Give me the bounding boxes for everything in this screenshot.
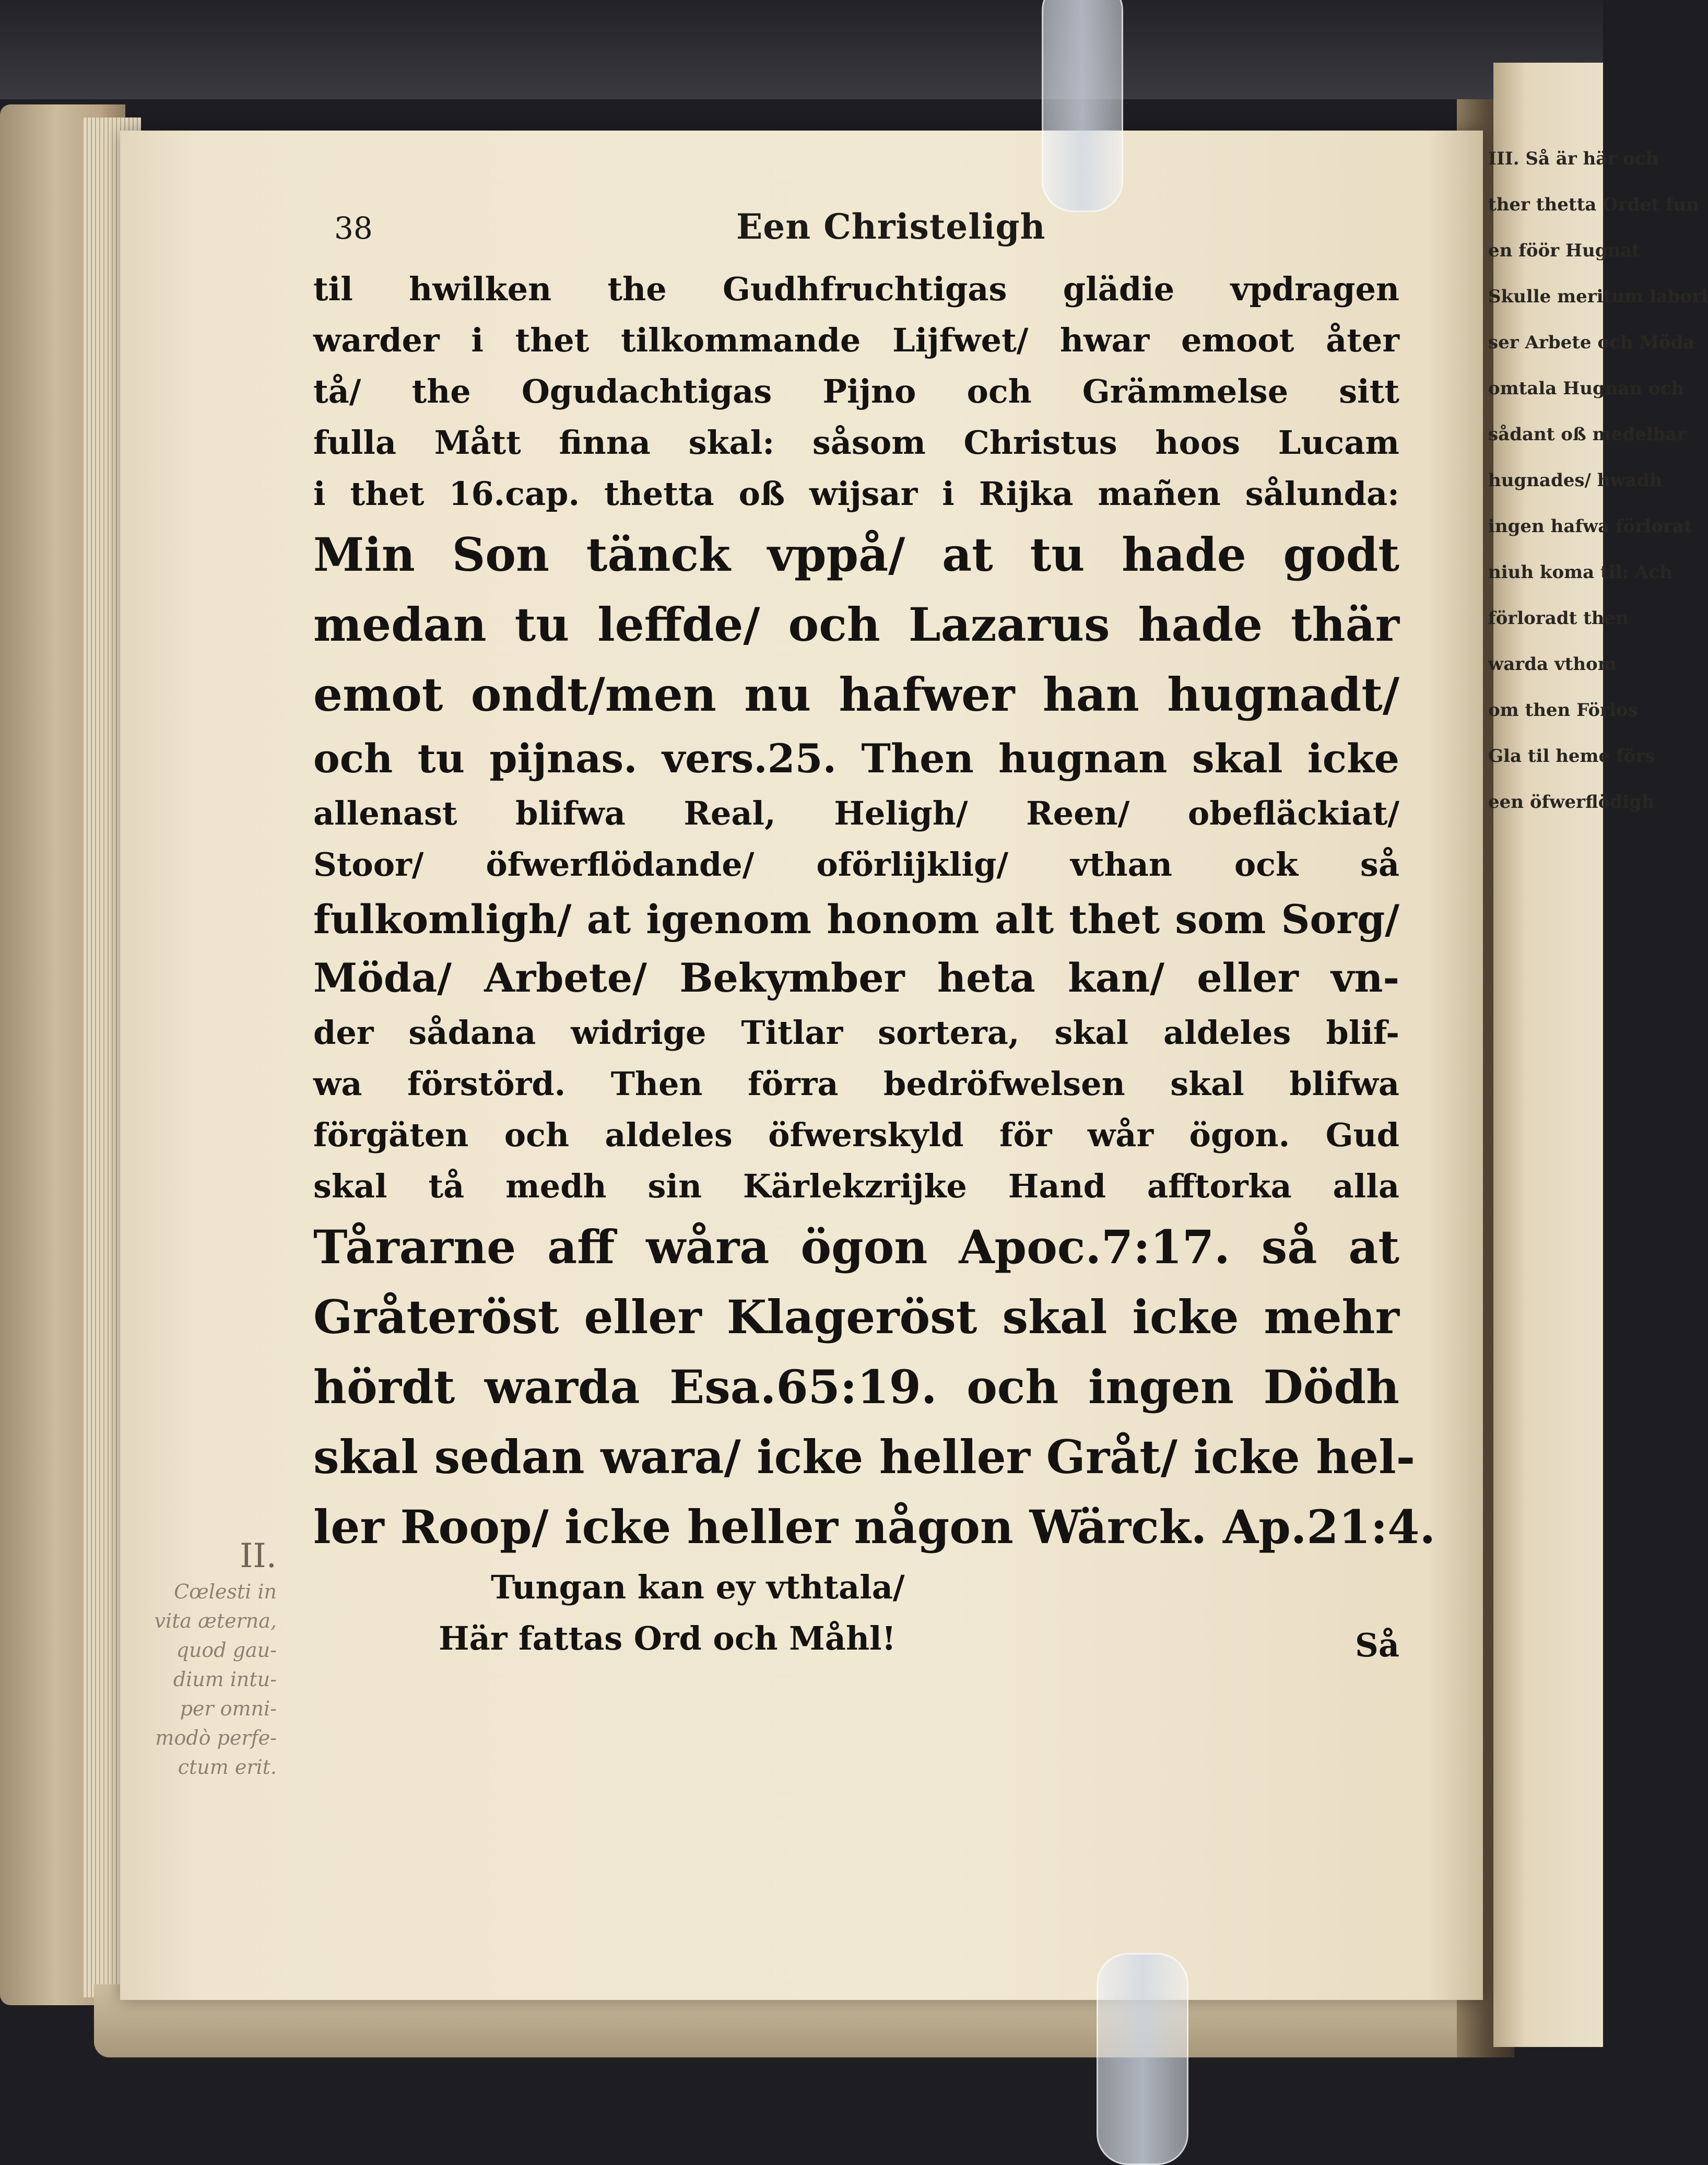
facing-page-line: Skulle meritum labori xyxy=(1488,286,1708,307)
facing-page-line: niuh koma til: Ach xyxy=(1488,562,1672,583)
verse-line: Här fattas Ord och Måhl! xyxy=(439,1619,896,1657)
facing-page-line: sådant oß medelbar xyxy=(1488,424,1687,445)
facing-page-line: ser Arbete och Möda xyxy=(1488,332,1695,353)
facing-page-text xyxy=(1488,136,1708,825)
margin-line: modò perfe- xyxy=(155,1726,277,1749)
facing-page-line: hugnades/ hwadh xyxy=(1488,470,1663,491)
text-line: förgäten och aldeles öfwerskyld för wår ögon. Gud xyxy=(313,1116,1399,1154)
page-clip-top xyxy=(1042,0,1123,212)
text-line: Gråteröst eller Klageröst skal icke mehr xyxy=(313,1290,1399,1344)
text-line: tå/ the Ogudachtigas Pijno och Grämmelse sitt xyxy=(313,372,1399,410)
text-line: fulla Mått finna skal: såsom Christus hoos Lucam xyxy=(313,423,1399,462)
margin-note xyxy=(141,1535,277,1782)
text-line: Möda/ Arbete/ Bekymber heta kan/ eller vn- xyxy=(313,955,1399,1001)
facing-page-line: ingen hafwa förlorat xyxy=(1488,516,1692,537)
facing-page-line: omtala Hugnan och xyxy=(1488,378,1685,399)
verse-line: Tungan kan ey vthtala/ xyxy=(491,1568,905,1606)
body-text xyxy=(313,264,1436,1664)
page-header xyxy=(334,206,1399,253)
text-line: der sådana widrige Titlar sortera, skal aldeles blif- xyxy=(313,1014,1399,1052)
text-line: skal sedan wara/ icke heller Gråt/ icke hel- xyxy=(313,1430,1416,1484)
facing-page-line: een öfwerflödigh xyxy=(1488,792,1655,813)
text-line: och tu pijnas. vers.25. Then hugnan skal icke xyxy=(313,735,1399,782)
text-line: til hwilken the Gudhfruchtigas glädie vpdragen xyxy=(313,270,1399,308)
catchword: Så xyxy=(1355,1626,1399,1664)
facing-page-line: Gla til heme förs xyxy=(1488,746,1655,767)
margin-line: dium intu- xyxy=(173,1668,277,1691)
text-line: medan tu leffde/ och Lazarus hade thär xyxy=(313,597,1399,652)
text-line: emot ondt/men nu hafwer han hugnadt/ xyxy=(313,667,1399,722)
text-line: Tårarne aff wåra ögon Apoc.7:17. så at xyxy=(313,1220,1399,1274)
margin-line: quod gau- xyxy=(176,1639,277,1662)
facing-page-line: warda vthom xyxy=(1488,654,1617,675)
text-line: fulkomligh/ at igenom honom alt thet som Sorg/ xyxy=(313,896,1399,943)
text-line: hördt warda Esa.65:19. och ingen Dödh xyxy=(313,1360,1399,1414)
facing-page-line: förloradt then xyxy=(1488,608,1629,629)
facing-page-line: III. Så är här och xyxy=(1488,148,1659,169)
text-line: wa förstörd. Then förra bedröfwelsen skal blifwa xyxy=(313,1065,1399,1103)
text-line: warder i thet tilkommande Lijfwet/ hwar emoot åter xyxy=(313,321,1399,359)
backdrop xyxy=(0,0,1603,99)
text-line: ler Roop/ icke heller någon Wärck. Ap.21:4. xyxy=(313,1500,1436,1554)
facing-page-line: om then Förlos xyxy=(1488,700,1638,721)
page-clip-bottom xyxy=(1097,1953,1188,2165)
margin-line: ctum erit. xyxy=(178,1756,277,1779)
text-line: i thet 16.cap. thetta oß wijsar i Rijka mañen sålunda: xyxy=(313,475,1399,513)
facing-page-line: ther thetta Ordet fun xyxy=(1488,194,1699,215)
text-line: skal tå medh sin Kärlekzrijke Hand afftorka alla xyxy=(313,1167,1399,1205)
running-head: Een Christeligh xyxy=(736,206,1046,247)
margin-line: vita æterna, xyxy=(154,1609,277,1632)
margin-line: Cœlesti in xyxy=(174,1580,277,1603)
text-line: Stoor/ öfwerflödande/ oförlijklig/ vthan ock så xyxy=(313,845,1399,884)
facing-page-line: en föör Hugnat xyxy=(1488,240,1640,261)
margin-line: per omni- xyxy=(180,1697,277,1720)
page-number: 38 xyxy=(334,210,373,246)
text-line: allenast blifwa Real, Heligh/ Reen/ obefläckiat/ xyxy=(313,794,1399,832)
margin-numeral: II. xyxy=(240,1537,277,1575)
text-line: Min Son tänck vppå/ at tu hade godt xyxy=(313,527,1399,582)
